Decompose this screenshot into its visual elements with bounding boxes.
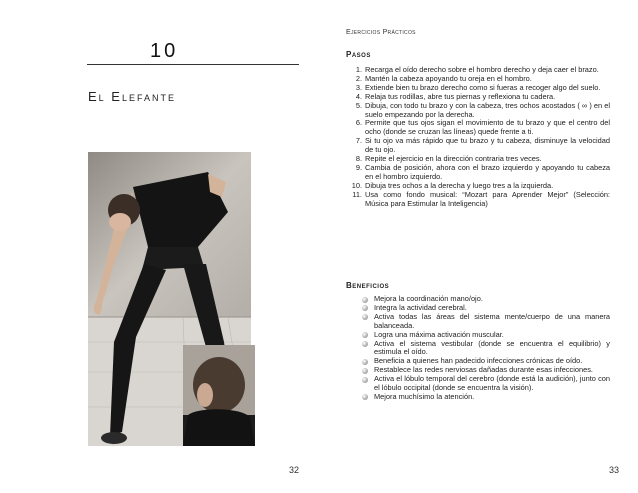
page-number-right: 33 (609, 465, 620, 475)
chapter-title: El Elefante (88, 89, 176, 104)
benefit-item: Mejora la coordinación mano/ojo. (362, 295, 610, 304)
step-item: 1. Recarga el oído derecho sobre el hombro derecho y deja caer el brazo. (355, 65, 599, 74)
bullet-icon (362, 314, 368, 320)
benefit-item: Activa todas las áreas del sistema mente/cuerpo de una manera balanceada. (362, 313, 610, 331)
right-page (318, 0, 638, 493)
running-header: Ejercicios Prácticos (346, 29, 416, 36)
page-number-left: 32 (289, 465, 300, 475)
bullet-icon (362, 332, 368, 338)
step-item: 6. Permite que tus ojos sigan el movimiento de tu brazo y que el centro del ocho (donde se cruzan las líneas) quede frente a ti. (355, 118, 610, 137)
benefit-item: Beneficia a quienes han padecido infecciones crónicas de oído. (362, 357, 610, 366)
bullet-icon (362, 341, 368, 347)
chapter-number: 10 (150, 40, 179, 62)
left-page (0, 0, 318, 493)
benefit-item: Logra una máxima activación muscular. (362, 331, 610, 340)
step-item: 9. Cambia de posición, ahora con el brazo izquierdo y apoyando tu cabeza en el hombro izquierdo. (355, 162, 610, 181)
benefit-item: Activa el sistema vestibular (donde se encuentra el equilibrio) y estimula el oído. (362, 340, 610, 358)
step-item: 7. Si tu ojo va más rápido que tu brazo y tu cabeza, disminuye la velocidad de tu ojo. (355, 136, 610, 155)
step-item: 10. Dibuja tres ochos a la derecha y luego tres a la izquierda. (351, 180, 554, 190)
steps-heading: Pasos (346, 50, 371, 59)
benefit-item: Mejora muchísimo la atención. (362, 393, 610, 402)
chapter-divider (87, 64, 299, 65)
step-item: 5. Dibuja, con todo tu brazo y con la cabeza, tres ochos acostados ( ∞ ) en el suelo empezando por la derecha. (355, 100, 610, 119)
step-item: 2. Mantén la cabeza apoyando tu oreja en el hombro. (355, 73, 532, 83)
bullet-icon (362, 359, 368, 365)
benefit-item: Integra la actividad cerebral. (362, 304, 610, 313)
bullet-icon (362, 394, 368, 400)
step-item: 8. Repite el ejercicio en la dirección contraria tres veces. (355, 154, 542, 164)
benefit-item: Activa el lóbulo temporal del cerebro (donde está la audición), junto con el lóbulo occipital (donde se encuentra la visión). (362, 375, 610, 393)
inset-head-photo (183, 345, 255, 446)
bullet-icon (362, 297, 368, 303)
steps-list (348, 66, 610, 209)
bullet-icon (362, 377, 368, 383)
step-item: 3. Extiende bien tu brazo derecho como si fueras a recoger algo del suelo. (355, 82, 601, 92)
step-item: 4. Relaja tus rodillas, abre tus piernas y reflexiona tu cadera. (355, 91, 556, 101)
bullet-icon (362, 368, 368, 374)
step-item: 11. Usa como fondo musical: “Mozart para Aprender Mejor” (Selección: Música para Estimular la Inteligencia) (352, 189, 610, 208)
benefits-list (362, 295, 610, 402)
bullet-icon (362, 305, 368, 311)
benefit-item: Restablece las redes nerviosas dañadas durante esas infecciones. (362, 366, 610, 375)
benefits-heading: Beneficios (346, 281, 390, 290)
